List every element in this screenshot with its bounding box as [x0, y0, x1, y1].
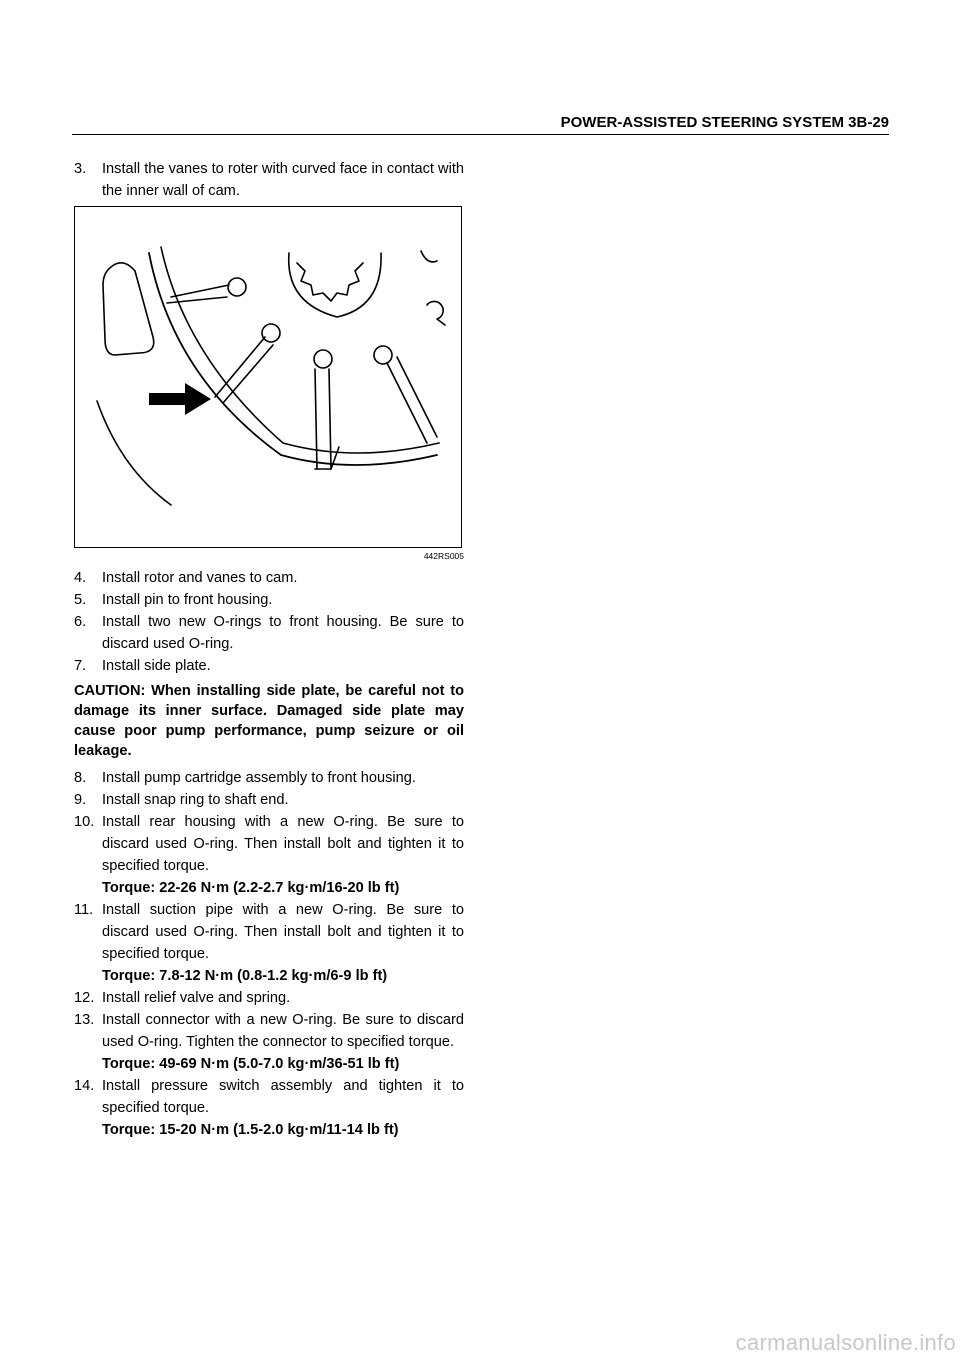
step-text: Install pin to front housing.: [102, 592, 273, 608]
step-text: Install rear housing with a new O-ring. Be sure to discard used O-ring. Then install bolt and tighten it to specified torque.: [102, 814, 464, 874]
step-number: 13.: [74, 1012, 95, 1028]
steps-group-b: [74, 567, 464, 677]
step-item: [74, 789, 464, 811]
step-text: Install rotor and vanes to cam.: [102, 570, 298, 586]
step-number: 11.: [74, 902, 94, 918]
step-item: [74, 589, 464, 611]
torque-spec: Torque: 7.8-12 N·m (0.8-1.2 kg·m/6-9 lb ft): [102, 968, 388, 984]
step-text: Install two new O-rings to front housing. Be sure to discard used O-ring.: [102, 614, 464, 652]
procedure-column: [74, 158, 464, 1141]
torque-spec: Torque: 49-69 N·m (5.0-7.0 kg·m/36-51 lb ft): [102, 1056, 400, 1072]
page-header: POWER-ASSISTED STEERING SYSTEM 3B-29: [560, 114, 889, 131]
step-number: 3.: [74, 161, 87, 177]
step-item: [74, 767, 464, 789]
figure-id: 442RS005: [423, 551, 464, 561]
step-text: Install pressure switch assembly and tighten it to specified torque.: [102, 1078, 464, 1116]
step-item: [74, 811, 464, 877]
step-number: 14.: [74, 1078, 95, 1094]
step-number: 12.: [74, 990, 95, 1006]
caution-note: CAUTION: When installing side plate, be careful not to damage its inner surface. Damaged side plate may cause poor pump performance, pump seizure or oil leakage.: [74, 683, 464, 759]
step-item: [74, 1009, 464, 1053]
step-item: [74, 567, 464, 589]
step-item: [74, 611, 464, 655]
step-text: Install pump cartridge assembly to front housing.: [102, 770, 416, 786]
step-text: Install connector with a new O-ring. Be sure to discard used O-ring. Tighten the connector to specified torque.: [102, 1012, 464, 1050]
step-number: 8.: [74, 770, 87, 786]
torque-spec: Torque: 22-26 N·m (2.2-2.7 kg·m/16-20 lb ft): [102, 880, 400, 896]
step-text: Install the vanes to roter with curved face in contact with the inner wall of cam.: [102, 161, 464, 199]
step-item: [74, 655, 464, 677]
step-item: [74, 899, 464, 965]
step-number: 9.: [74, 792, 87, 808]
step-text: Install suction pipe with a new O-ring. Be sure to discard used O-ring. Then install bolt and tighten it to specified torque.: [102, 902, 464, 962]
torque-spec: Torque: 15-20 N·m (1.5-2.0 kg·m/11-14 lb ft): [102, 1122, 399, 1138]
step-number: 6.: [74, 614, 87, 630]
watermark: carmanualsonline.info: [735, 1330, 956, 1355]
steps-group-c: [74, 767, 464, 1141]
step-number: 5.: [74, 592, 87, 608]
step-item: [74, 1075, 464, 1119]
step-text: Install snap ring to shaft end.: [102, 792, 289, 808]
step-item: [74, 158, 464, 202]
step-number: 10.: [74, 814, 95, 830]
vane-installation-figure: [74, 206, 462, 548]
header-rule: [72, 134, 889, 135]
step-text: Install side plate.: [102, 658, 211, 674]
vane-cam-illustration: [75, 207, 462, 548]
step-item: [74, 987, 464, 1009]
step-number: 4.: [74, 570, 87, 586]
step-number: 7.: [74, 658, 87, 674]
step-text: Install relief valve and spring.: [102, 990, 291, 1006]
steps-group-a: [74, 158, 464, 202]
